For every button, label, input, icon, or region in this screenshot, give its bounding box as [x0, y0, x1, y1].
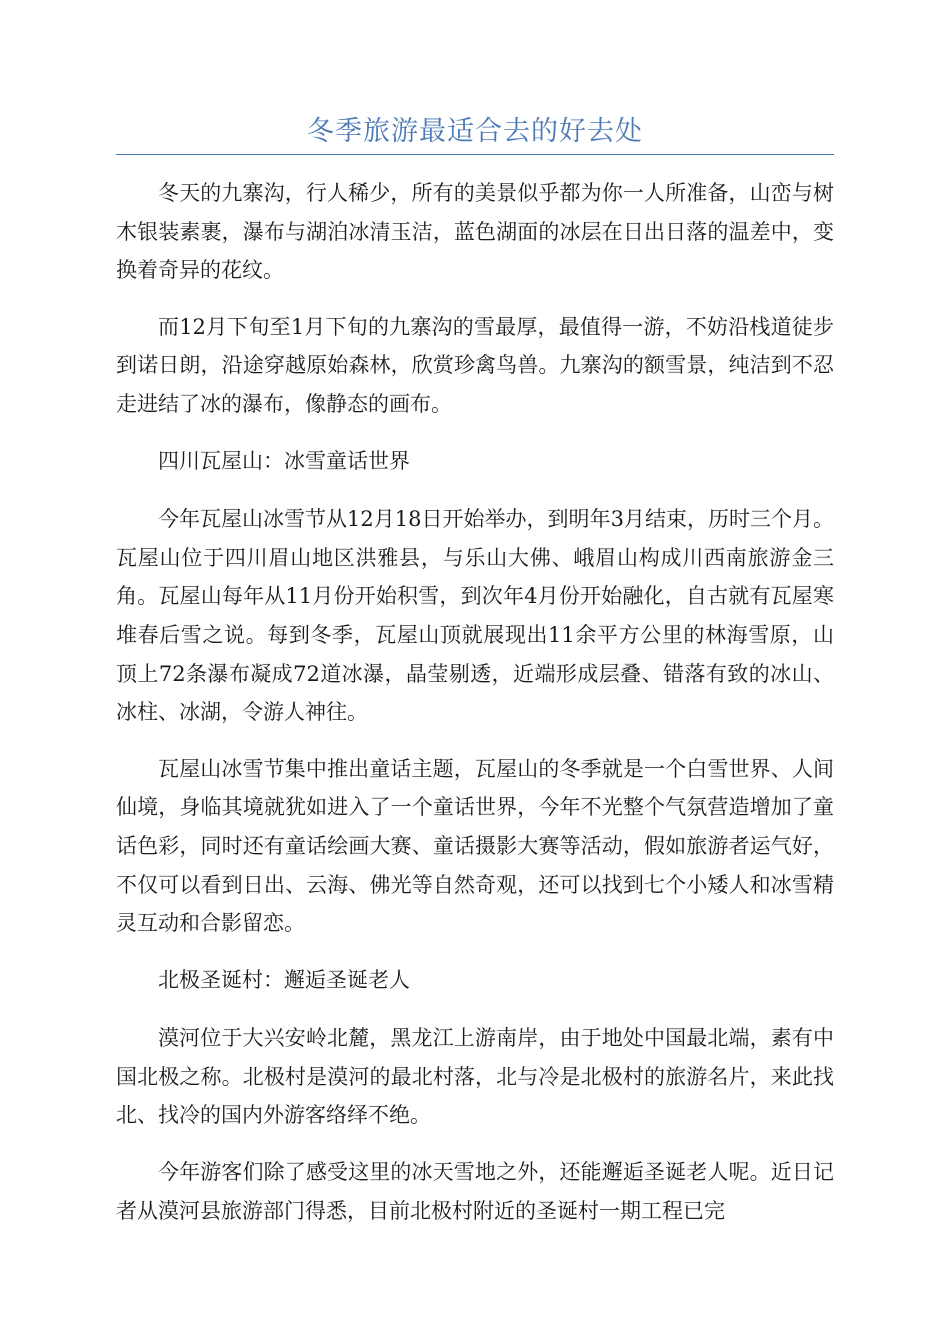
- document-title: 冬季旅游最适合去的好去处: [307, 116, 643, 147]
- document-body: [116, 174, 834, 1248]
- title-divider: [116, 154, 834, 155]
- paragraph-jiuzhaigou-winter: 冬天的九寨沟，行人稀少，所有的美景似乎都为你一人所准备，山峦与树木银装素裹，瀑布与湖泊冰清玉洁，蓝色湖面的冰层在日出日落的温差中，变换着奇异的花纹。: [116, 181, 834, 283]
- paragraph-wawushan-festival: 今年瓦屋山冰雪节从12月18日开始举办，到明年3月结束，历时三个月。瓦屋山位于四川眉山地区洪雅县，与乐山大佛、峨眉山构成川西南旅游金三角。瓦屋山每年从11月份开始积雪，到次年4月份开始融化，自古就有瓦屋寒堆春后雪之说。每到冬季，瓦屋山顶就展现出11余平方公里的林海雪原，山顶上72条瀑布凝成72道冰瀑，晶莹剔透，近端形成层叠、错落有致的冰山、冰柱、冰湖，令游人神往。: [116, 507, 834, 725]
- paragraph-mohe: 漠河位于大兴安岭北麓，黑龙江上游南岸，由于地处中国最北端，素有中国北极之称。北极村是漠河的最北村落，北与冷是北极村的旅游名片，来此找北、找冷的国内外游客络绎不绝。: [116, 1026, 834, 1128]
- paragraph-jiuzhaigou-snow: 而12月下旬至1月下旬的九寨沟的雪最厚，最值得一游，不妨沿栈道徒步到诺日朗，沿途穿越原始森林，欣赏珍禽鸟兽。九寨沟的额雪景，纯洁到不忍走进结了冰的瀑布，像静态的画布。: [116, 314, 834, 416]
- section-heading-christmas-village: 北极圣诞村：邂逅圣诞老人: [158, 967, 410, 992]
- section-heading-wawushan: 四川瓦屋山：冰雪童话世界: [158, 448, 410, 473]
- paragraph-santa: 今年游客们除了感受这里的冰天雪地之外，还能邂逅圣诞老人呢。近日记者从漠河县旅游部门得悉，目前北极村附近的圣诞村一期工程已完: [116, 1160, 834, 1223]
- paragraph-wawushan-fairytale: 瓦屋山冰雪节集中推出童话主题，瓦屋山的冬季就是一个白雪世界、人间仙境，身临其境就犹如进入了一个童话世界，今年不光整个气氛营造增加了童话色彩，同时还有童话绘画大赛、童话摄影大赛等活动，假如旅游者运气好，不仅可以看到日出、云海、佛光等自然奇观，还可以找到七个小矮人和冰雪精灵互动和合影留恋。: [116, 756, 834, 936]
